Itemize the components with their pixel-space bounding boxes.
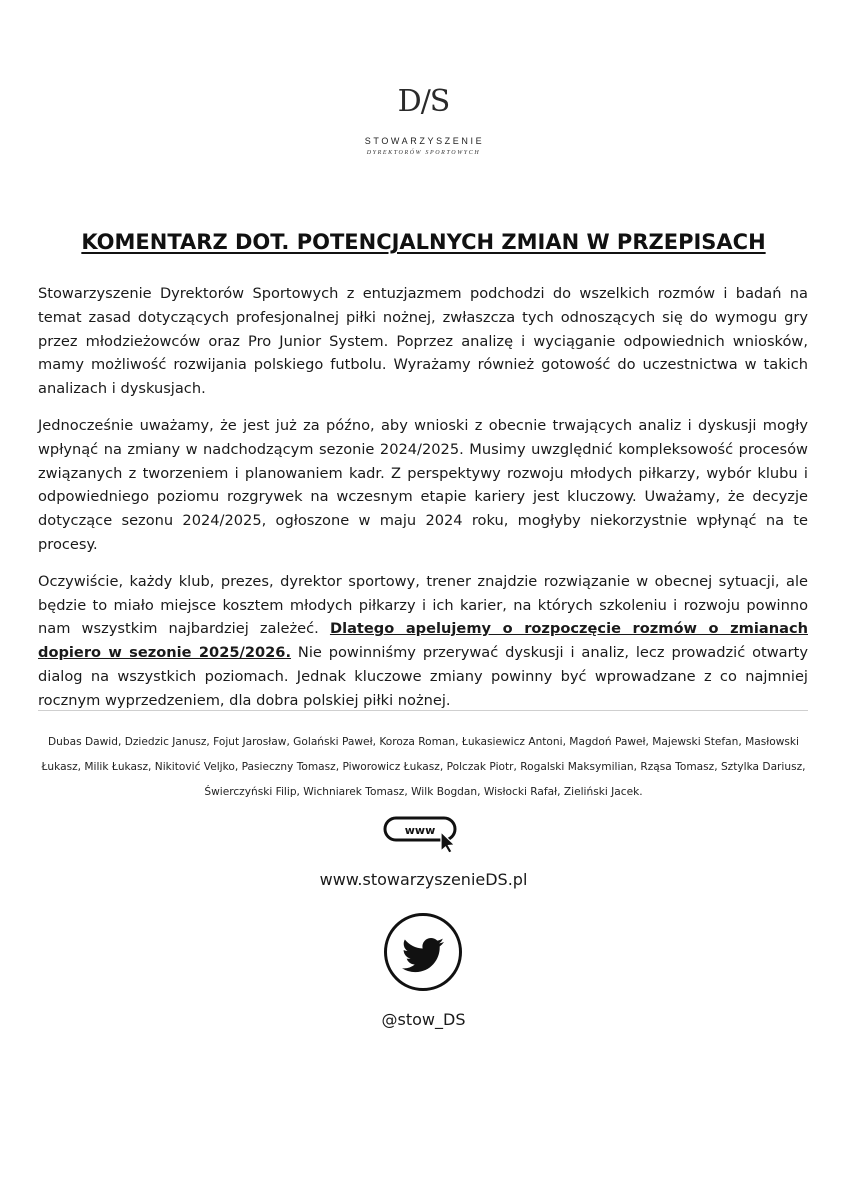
paragraph-3-emphasis: Dlatego apelujemy o rozpoczęcie rozmów o zmianach dopiero w sezonie 2025/2026. <box>38 620 808 662</box>
logo-subtitle: DYREKTORÓW SPORTOWYCH <box>366 150 481 156</box>
paragraph-1: Stowarzyszenie Dyrektorów Sportowych z entuzjazmem podchodzi do wszelkich rozmów i badań na temat zasad dotyczących profesjonalnej piłki nożnej, zwłaszcza tych odnoszących się do wymogu gry przez młodzieżowców oraz Pro Junior System. Poprzez analizę i wyciąganie odpowiednich wniosków, mamy możliwość rozwijania polskiego futbolu. Wyrażamy również gotowość do uczestnictwa w takich analizach i dyskusjach. <box>38 285 808 398</box>
paragraph-2: Jednocześnie uważamy, że jest już za późno, aby wnioski z obecnie trwających analiz i dyskusji mogły wpłynąć na zmiany w nadchodzącym sezonie 2024/2025. Musimy uwzględnić kompleksowość procesów związanych z tworzeniem i planowaniem kadr. Z perspektywy rozwoju młodych piłkarzy, wybór klubu i odpowiedniego poziomu rozgrywek na wczesnym etapie kariery jest kluczowy. Uważamy, że decyzje dotyczące sezonu 2024/2025, ogłoszone w maju 2024 roku, mogłyby niekorzystnie wpłynąć na te procesy. <box>38 416 808 553</box>
twitter-handle[interactable]: @stow_DS <box>381 1010 466 1029</box>
www-cursor-icon <box>383 814 463 854</box>
divider <box>38 710 808 711</box>
paragraph-3 <box>38 570 808 713</box>
document-title: KOMENTARZ DOT. POTENCJALNYCH ZMIAN W PRZEPISACH <box>81 230 766 254</box>
paragraph-3-end: Nie powinniśmy przerywać dyskusji i analiz, lecz prowadzić otwarty dialog na wszystkich poziomach. Jednak kluczowe zmiany powinny być wprowadzane z co najmniej rocznym wyprzedzeniem, dla dobra polskiej piłki nożnej. <box>38 644 808 709</box>
twitter-bird-icon[interactable] <box>383 912 463 992</box>
signatories-list: Dubas Dawid, Dziedzic Janusz, Fojut Jarosław, Golański Paweł, Koroza Roman, Łukasiewicz Antoni, Magdoń Paweł, Majewski Stefan, Masłowski Łukasz, Milik Łukasz, Nikitović Veljko, Pasieczny Tomasz, Piworowicz Łukasz, Polczak Piotr, Rogalski Maksymilian, Rząsa Tomasz, Sztylka Dariusz, Świerczyński Filip, Wichniarek Tomasz, Wilk Bogdan, Wisłocki Rafał, Zieliński Jacek. <box>41 736 806 798</box>
document-body <box>38 282 808 726</box>
website-link[interactable]: www.stowarzyszenieDS.pl <box>319 870 528 889</box>
organization-logo <box>0 78 847 156</box>
paragraph-3-start: Oczywiście, każdy klub, prezes, dyrektor sportowy, trener znajdzie rozwiązanie w obecnej sytuacji, ale będzie to miało miejsce kosztem młodych piłkarzy i ich karier, na których szkoleniu i rozwoju powinno nam wszystkim najbardziej zależeć. <box>38 572 808 638</box>
logo-mark: D/S <box>397 84 450 119</box>
logo-name: STOWARZYSZENIE <box>364 136 485 146</box>
svg-text:www: www <box>404 824 436 837</box>
